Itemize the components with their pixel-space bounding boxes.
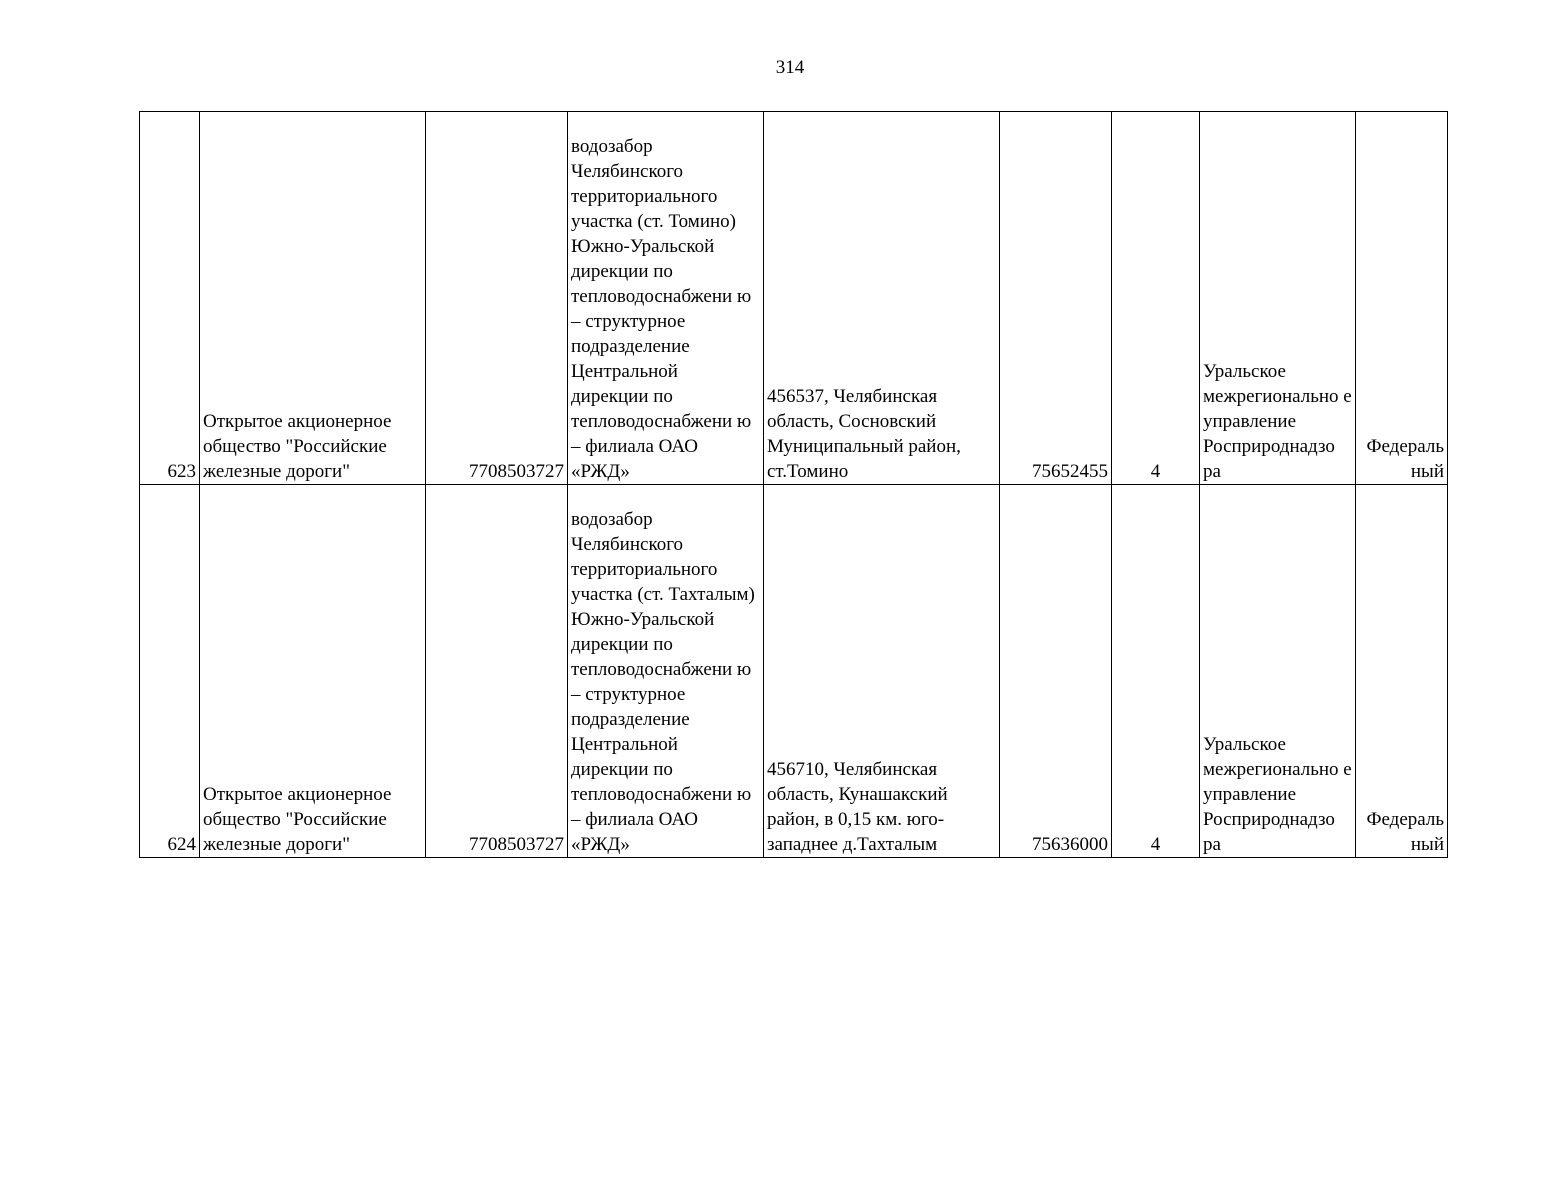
level-value: Федераль ный [1366,809,1444,855]
page-number: 314 [775,57,805,78]
address-cell [764,112,1000,485]
inn-cell [426,112,568,485]
organization-name: Открытое акционерное общество "Российские железные дороги" [203,411,392,482]
object-cell [568,112,764,485]
category-cell [1112,112,1200,485]
row-number-cell [140,485,200,858]
oktmo-cell [1000,485,1112,858]
object-cell [568,485,764,858]
oktmo-cell [1000,112,1112,485]
inn-value: 7708503727 [469,834,564,855]
row-number: 623 [167,461,196,482]
organization-name: Открытое акционерное общество "Российские железные дороги" [203,784,392,855]
level-cell [1356,112,1448,485]
category-value: 4 [1150,834,1161,855]
inn-value: 7708503727 [469,461,564,482]
object-name: водозабор Челябинского территориального участка (ст. Тахталым) Южно-Уральской дирекции по тепловодоснабжени ю – структурное подразделение Центральной дирекции по тепловодоснабжени ю – филиала ОАО «РЖД» [571,509,755,855]
object-name: водозабор Челябинского территориального участка (ст. Томино) Южно-Уральской дирекции по тепловодоснабжени ю – структурное подразделение Центральной дирекции по тепловодоснабжени ю – филиала ОАО «РЖД» [571,136,752,482]
level-value: Федераль ный [1366,436,1444,482]
organization-cell [200,112,426,485]
oktmo-value: 75636000 [1032,834,1108,855]
oktmo-value: 75652455 [1032,461,1108,482]
address-value: 456537, Челябинская область, Сосновский Муниципальный район, ст.Томино [767,386,961,482]
organization-cell [200,485,426,858]
authority-cell [1200,485,1356,858]
category-cell [1112,485,1200,858]
row-number-cell [140,112,200,485]
authority-name: Уральское межрегионально е управление Росприроднадзо ра [1203,361,1352,482]
table-row [140,112,1448,485]
category-value: 4 [1150,461,1161,482]
inn-cell [426,485,568,858]
level-cell [1356,485,1448,858]
table-row [140,485,1448,858]
row-number: 624 [167,834,196,855]
authority-name: Уральское межрегионально е управление Росприроднадзо ра [1203,734,1352,855]
address-value: 456710, Челябинская область, Кунашакский район, в 0,15 км. юго-западнее д.Тахталым [767,759,948,855]
authority-cell [1200,112,1356,485]
registry-table [139,111,1448,858]
address-cell [764,485,1000,858]
